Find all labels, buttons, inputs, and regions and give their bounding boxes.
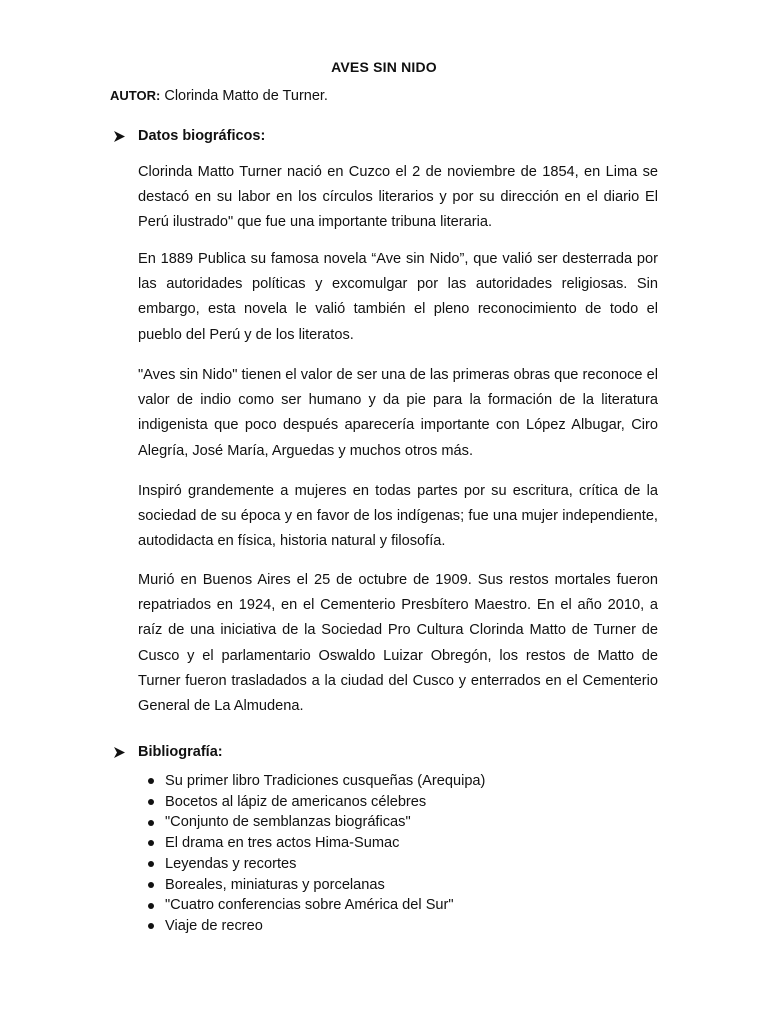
bullet-dot-icon [148,903,154,909]
paragraph: Murió en Buenos Aires el 25 de octubre de 1909. Sus restos mortales fueron repatriados en 1924, en el Cementerio Presbítero Maestro. En el año 2010, a raíz de una iniciativa de la Sociedad Pro Cultura Clorinda Matto de Turner de Cusco y el parlamentario Oswaldo Luizar Obregón, los restos de Matto de Turner fueron trasladados a la ciudad del Cusco y enterrados en el Cementerio General de La Almudena. [138,572,658,715]
bibliography-list [148,771,485,937]
bullet-dot-icon [148,778,154,784]
author-line [110,88,328,104]
section-heading-label: Bibliografía: [138,744,223,760]
list-item-text: Su primer libro Tradiciones cusqueñas (Arequipa) [165,773,486,789]
list-item [148,875,485,896]
list-item-text: Boreales, miniaturas y porcelanas [165,876,385,893]
list-item [148,833,485,854]
author-name: Clorinda Matto de Turner. [160,88,328,104]
list-item [148,854,485,875]
paragraph: Inspiró grandemente a mujeres en todas partes por su escritura, crítica de la sociedad de su época y en favor de los indígenas; fue una mujer independiente, autodidacta en física, historia natural y filosofía. [138,483,658,550]
paragraph: En 1889 Publica su famosa novela “Ave sin Nido”, que valió ser desterrada por las autoridades políticas y excomulgar por las autoridades religiosas. Sin embargo, esta novela le valió también el pleno reconocimiento de todo el pueblo del Perú y de los literatos. [138,251,658,343]
bullet-dot-icon [148,799,154,805]
bullet-dot-icon [148,861,154,867]
list-item [148,771,485,792]
list-item-text: El drama en tres actos Hima-Sumac [165,835,400,852]
bullet-dot-icon [148,820,154,826]
bullet-dot-icon [148,840,154,846]
list-item-text: "Cuatro conferencias sobre América del Sur" [165,897,454,914]
list-item-text: Leyendas y recortes [165,855,297,872]
list-item-text: "Conjunto de semblanzas biográficas" [165,814,411,831]
arrowhead-bullet-icon [113,746,126,759]
list-item [148,916,485,937]
list-item [148,812,485,833]
document-title: AVES SIN NIDO [331,59,437,75]
paragraph: "Aves sin Nido" tienen el valor de ser una de las primeras obras que reconoce el valor de indio como ser humano y da pie para la formación de la literatura indigenista que poco después aparecería importante con López Albugar, Ciro Alegría, José María, Arguedas y muchos otros más. [138,367,658,459]
section-heading-bio [113,128,265,144]
list-item-text: Bocetos al lápiz de americanos célebres [165,793,427,810]
section-heading-bibliography [113,744,223,760]
list-item [148,792,485,813]
list-item [148,895,485,916]
arrowhead-bullet-icon [113,130,126,143]
paragraph: Clorinda Matto Turner nació en Cuzco el 2 de noviembre de 1854, en Lima se destacó en su labor en los círculos literarios y por su dirección en el diario El Perú ilustrado" que fue una importante tribuna literaria. [138,164,658,231]
author-label: AUTOR: [110,88,161,103]
list-item-text: Viaje de recreo [165,917,263,934]
bullet-dot-icon [148,882,154,888]
section-heading-label: Datos biográficos: [138,128,266,144]
bullet-dot-icon [148,923,154,929]
